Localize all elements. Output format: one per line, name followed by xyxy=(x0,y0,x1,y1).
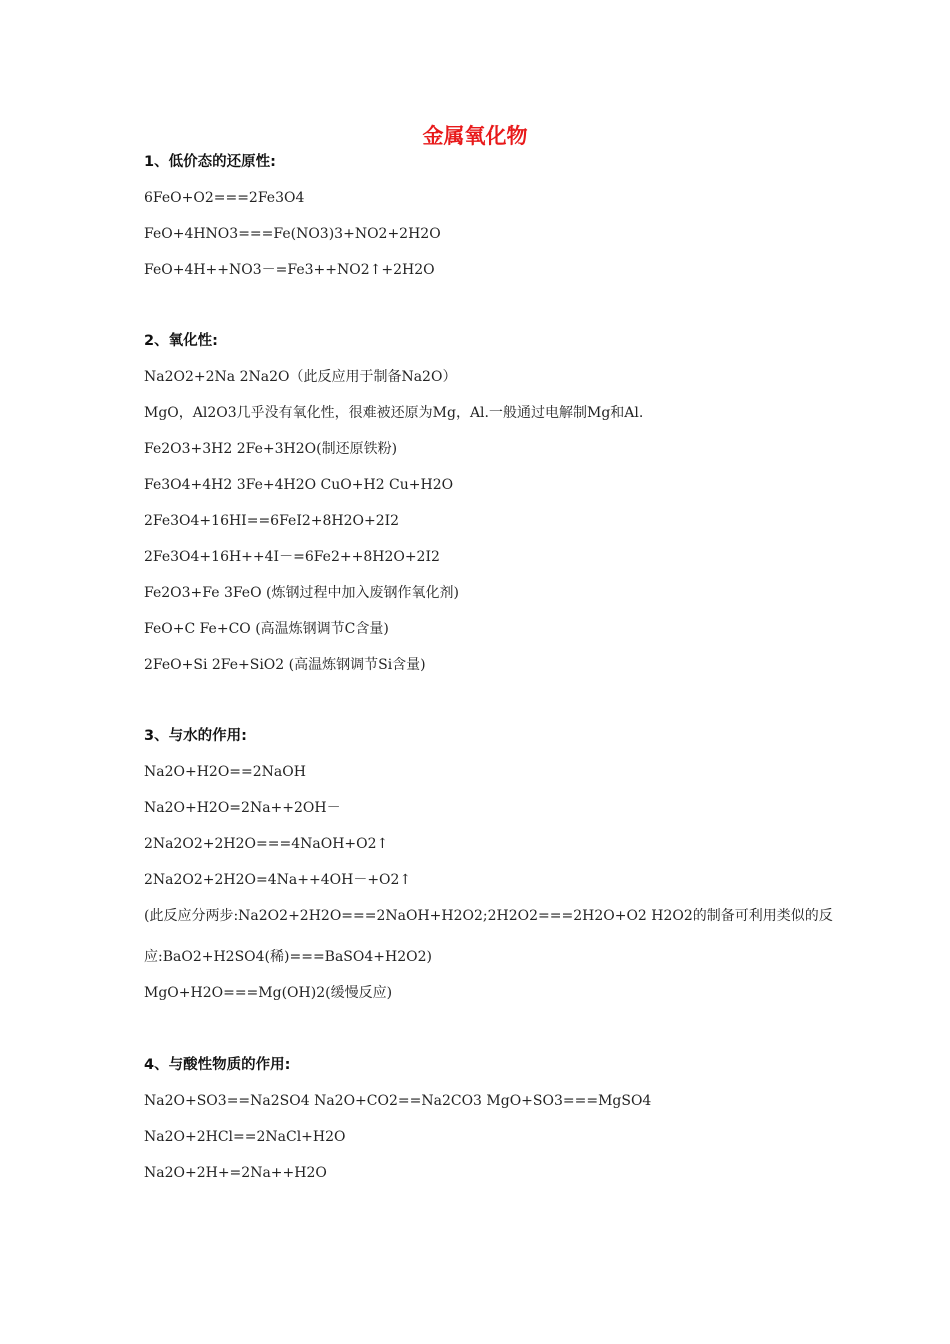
page-title: 金属氧化物 xyxy=(422,124,528,148)
equation-line: 应:BaO2+H2SO4(稀)===BaSO4+H2O2) xyxy=(144,949,432,965)
equation-line: Na2O+2H+=2Na++H2O xyxy=(144,1165,327,1181)
equation-line: 2Fe3O4+16H++4I－=6Fe2++8H2O+2I2 xyxy=(144,549,440,565)
section-heading-with-water: 3、与水的作用: xyxy=(144,728,247,744)
equation-line: 2FeO+Si 2Fe+SiO2 (高温炼钢调节Si含量) xyxy=(144,657,426,673)
equation-line: 2Na2O2+2H2O=4Na++4OH－+O2↑ xyxy=(144,872,412,888)
equation-line: 2Fe3O4+16HI==6FeI2+8H2O+2I2 xyxy=(144,513,400,529)
equation-line: Na2O+H2O==2NaOH xyxy=(144,764,306,780)
equation-line: Fe2O3+3H2 2Fe+3H2O(制还原铁粉) xyxy=(144,441,398,457)
equation-line: Fe2O3+Fe 3FeO (炼钢过程中加入废钢作氧化剂) xyxy=(144,585,459,601)
equation-line: FeO+C Fe+CO (高温炼钢调节C含量) xyxy=(144,621,389,637)
equation-line: 6FeO+O2===2Fe3O4 xyxy=(144,190,305,206)
section-heading-reducibility: 1、低价态的还原性: xyxy=(144,154,276,170)
equation-line: Na2O2+2Na 2Na2O（此反应用于制备Na2O） xyxy=(144,369,457,385)
section-heading-with-acidic: 4、与酸性物质的作用: xyxy=(144,1057,291,1073)
equation-line: (此反应分两步:Na2O2+2H2O===2NaOH+H2O2;2H2O2===2H2O+O2 H2O2的制备可利用类似的反 xyxy=(144,908,833,924)
section-heading-oxidizing: 2、氧化性: xyxy=(144,333,218,349)
equation-line: 2Na2O2+2H2O===4NaOH+O2↑ xyxy=(144,836,389,852)
equation-line: Na2O+H2O=2Na++2OH－ xyxy=(144,800,341,816)
equation-line: MgO+H2O===Mg(OH)2(缓慢反应) xyxy=(144,985,393,1001)
equation-line: FeO+4HNO3===Fe(NO3)3+NO2+2H2O xyxy=(144,226,441,242)
equation-line: MgO，Al2O3几乎没有氧化性，很难被还原为Mg，Al.一般通过电解制Mg和Al. xyxy=(144,405,644,421)
equation-line: FeO+4H++NO3－=Fe3++NO2↑+2H2O xyxy=(144,262,435,278)
equation-line: Fe3O4+4H2 3Fe+4H2O CuO+H2 Cu+H2O xyxy=(144,477,454,493)
equation-line: Na2O+SO3==Na2SO4 Na2O+CO2==Na2CO3 MgO+SO3===MgSO4 xyxy=(144,1093,652,1109)
equation-line: Na2O+2HCl==2NaCl+H2O xyxy=(144,1129,346,1145)
